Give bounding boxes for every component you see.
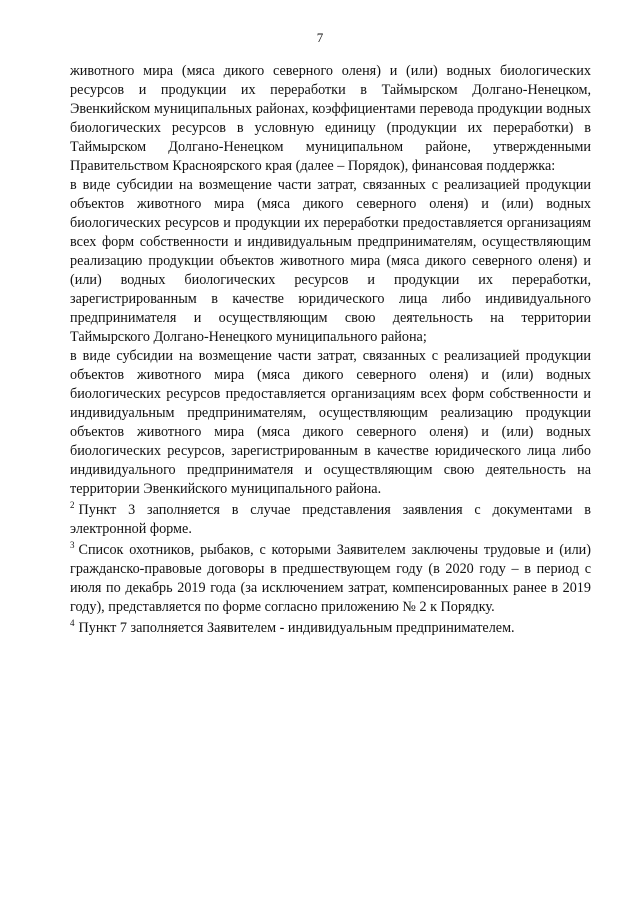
page-number: 7 <box>316 30 324 45</box>
footnote-text: Пункт 7 заполняется Заявителем - индивидуальным предпринимателем. <box>78 620 515 636</box>
document-body <box>70 62 591 638</box>
footnote-mark: 4 <box>70 618 75 628</box>
footnote-text: Список охотников, рыбаков, с которыми Заявителем заключены трудовые и (или) гражданско-правовые договоры в предшествующем году (в 2020 году – в период с июля по декабрь 2019 года (за исключением затрат, компенсированных ранее в 2019 году), представляется по форме согласно приложению № 2 к Порядку. <box>70 542 591 615</box>
footnote-text: Пункт 3 заполняется в случае представления заявления с документами в электронной форме. <box>70 502 591 537</box>
footnote-2 <box>70 501 591 539</box>
paragraph-1: животного мира (мяса дикого северного оленя) и (или) водных биологических ресурсов и продукции их переработки в Таймырском Долгано-Ненецком, Эвенкийском муниципальных районах, коэффициентами перевода продукции водных биологических ресурсов в условную единицу (продукции их переработки) в Таймырском Долгано-Ненецком муниципальном районе, утвержденными Правительством Красноярского края (далее – Порядок), финансовая поддержка: <box>70 63 591 174</box>
footnote-3 <box>70 541 591 617</box>
footnote-mark: 2 <box>70 500 75 510</box>
paragraph-2: в виде субсидии на возмещение части затрат, связанных с реализацией продукции объектов животного мира (мяса дикого северного оленя) и (или) водных биологических ресурсов и продукции их переработки предоставляется организациям всех форм собственности и индивидуальным предпринимателям, осуществляющим реализацию продукции объектов животного мира (мяса дикого северного оленя) и (или) водных биологических ресурсов и продукции их переработки, зарегистрированным в качестве юридического лица либо индивидуального предпринимателя и осуществляющим свою деятельность на территории Таймырского Долгано-Ненецкого муниципального района; <box>70 177 591 345</box>
footnote-4 <box>70 619 591 638</box>
paragraph-3: в виде субсидии на возмещение части затрат, связанных с реализацией продукции объектов животного мира (мяса дикого северного оленя) и (или) водных биологических ресурсов предоставляется организациям всех форм собственности и индивидуальным предпринимателям, осуществляющим реализацию продукции объектов животного мира (мяса дикого северного оленя) и (или) водных биологических ресурсов, зарегистрированным в качестве юридического лица либо индивидуального предпринимателя и осуществляющим свою деятельность на территории Эвенкийского муниципального района. <box>70 348 591 497</box>
footnote-mark: 3 <box>70 540 75 550</box>
